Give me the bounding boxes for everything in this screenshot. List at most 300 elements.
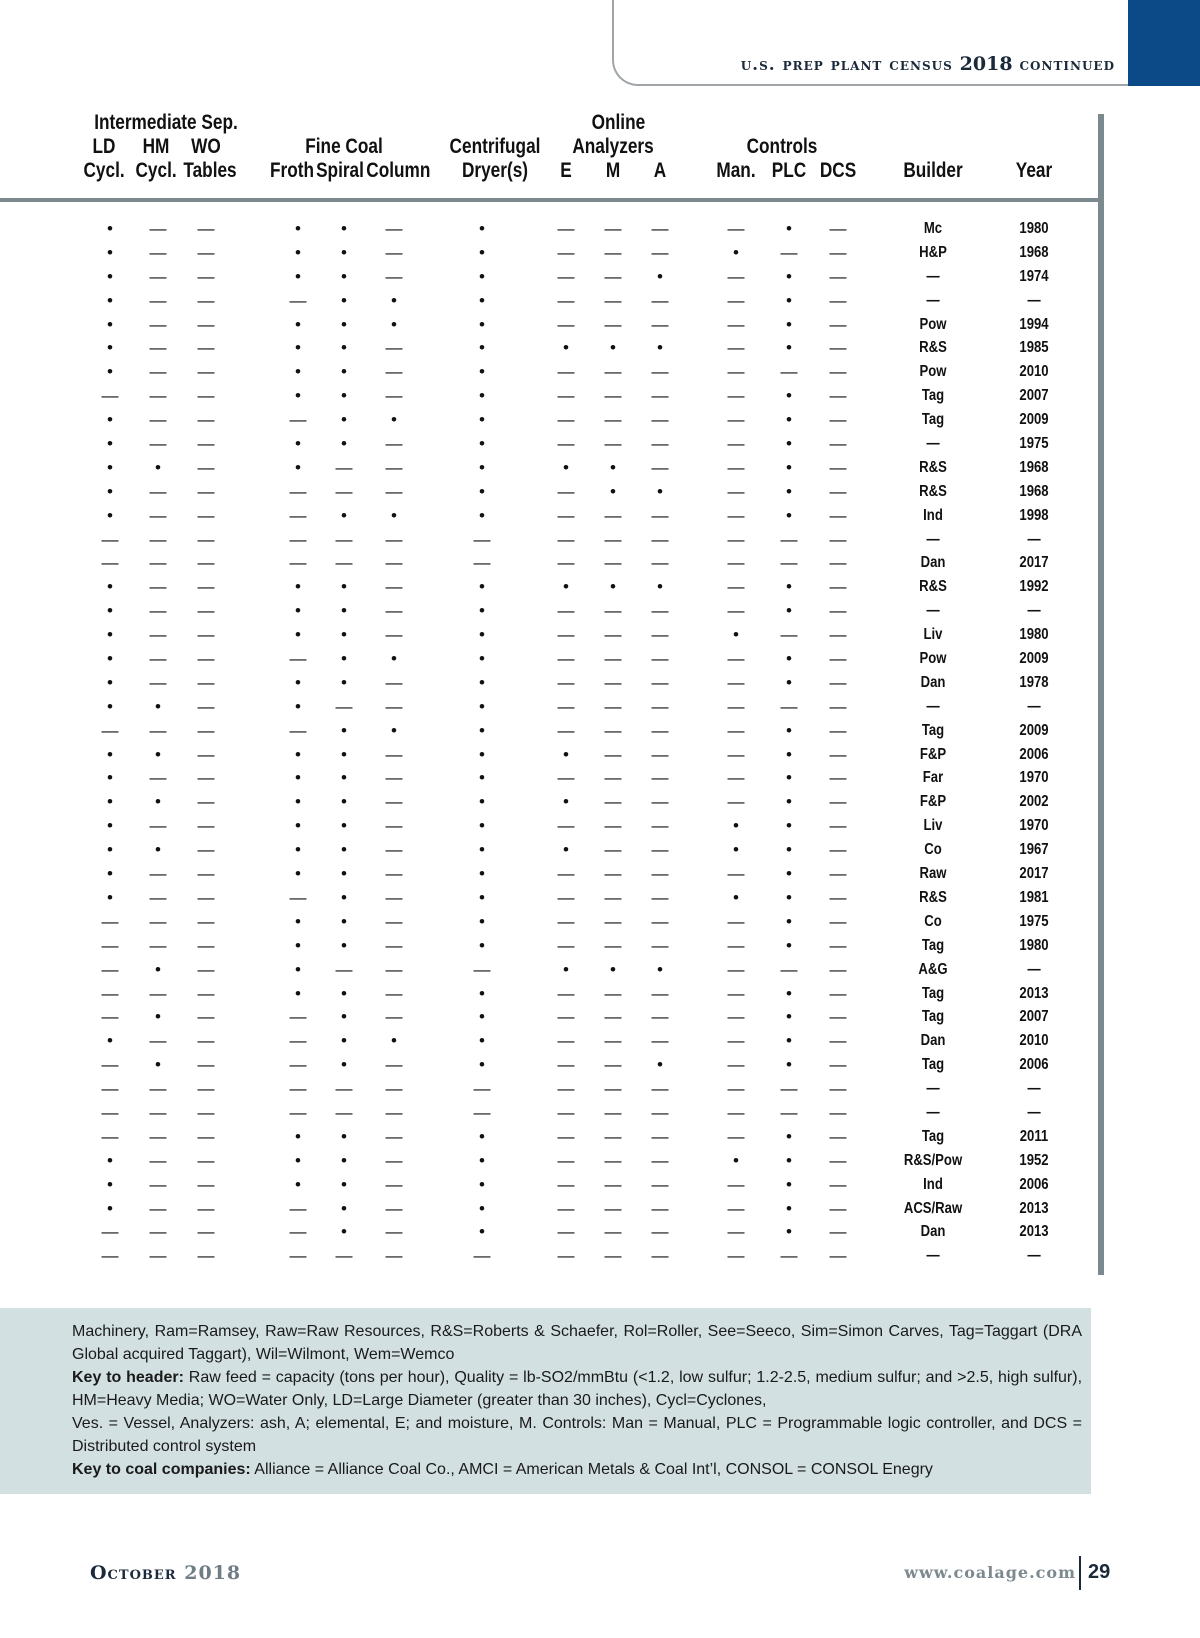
table-row <box>0 696 1100 720</box>
cell-controls-man: — <box>727 553 745 573</box>
cell-analyzer-a: — <box>651 887 669 907</box>
key-text <box>72 1320 1082 1481</box>
cell-froth: • <box>295 625 301 645</box>
cell-dryer: — <box>473 1246 491 1266</box>
cell-controls-plc: — <box>780 1102 798 1122</box>
cell-analyzer-m: — <box>604 696 622 716</box>
header-a: A <box>653 159 667 182</box>
cell-froth: — <box>289 887 307 907</box>
cell-wo-tables: — <box>197 911 215 931</box>
cell-controls-dcs: — <box>829 959 847 979</box>
cell-wo-tables: — <box>197 1222 215 1242</box>
cell-spiral: • <box>341 1222 347 1242</box>
cell-wo-tables: — <box>197 1055 215 1075</box>
corner-color-block <box>1128 0 1200 86</box>
cell-analyzer-a: — <box>651 792 669 812</box>
cell-analyzer-a: • <box>657 481 663 501</box>
cell-ld-cycl: • <box>107 410 113 430</box>
cell-dryer: • <box>479 792 485 812</box>
cell-ld-cycl: — <box>101 1079 119 1099</box>
cell-controls-dcs: — <box>829 864 847 884</box>
cell-controls-man: — <box>727 434 745 454</box>
table-row <box>0 1198 1100 1222</box>
cell-controls-man: — <box>727 481 745 501</box>
cell-ld-cycl: • <box>107 649 113 669</box>
cell-hm-cycl: — <box>149 864 167 884</box>
cell-controls-plc: — <box>780 625 798 645</box>
cell-analyzer-a: — <box>651 1126 669 1146</box>
cell-controls-dcs: — <box>829 1222 847 1242</box>
cell-builder: Tag <box>921 411 945 429</box>
cell-controls-plc: — <box>780 553 798 573</box>
cell-analyzer-a: — <box>651 1246 669 1266</box>
cell-analyzer-e: — <box>557 1007 575 1027</box>
cell-ld-cycl: — <box>101 959 119 979</box>
cell-dryer: • <box>479 1007 485 1027</box>
cell-analyzer-e: • <box>563 959 569 979</box>
cell-analyzer-a: — <box>651 1031 669 1051</box>
cell-wo-tables: — <box>197 840 215 860</box>
cell-builder: Far <box>922 769 944 787</box>
table-row <box>0 529 1100 553</box>
cell-builder: — <box>926 1103 940 1121</box>
cell-spiral: — <box>335 1246 353 1266</box>
cell-analyzer-m: — <box>604 1222 622 1242</box>
cell-hm-cycl: • <box>155 840 161 860</box>
cell-controls-dcs: — <box>829 266 847 286</box>
cell-builder: Tag <box>921 387 945 405</box>
cell-column: • <box>391 505 397 525</box>
cell-dryer: • <box>479 744 485 764</box>
cell-builder: Dan <box>920 554 946 572</box>
cell-hm-cycl: — <box>149 672 167 692</box>
cell-builder: Ind <box>923 506 943 524</box>
cell-spiral: • <box>341 505 347 525</box>
cell-spiral: • <box>341 386 347 406</box>
cell-controls-dcs: — <box>829 935 847 955</box>
cell-ld-cycl: — <box>101 1246 119 1266</box>
table-row <box>0 1102 1100 1126</box>
cell-analyzer-e: — <box>557 266 575 286</box>
cell-analyzer-m: — <box>604 1079 622 1099</box>
cell-hm-cycl: — <box>149 338 167 358</box>
cell-analyzer-a: — <box>651 864 669 884</box>
cell-froth: • <box>295 434 301 454</box>
cell-analyzer-e: — <box>557 1055 575 1075</box>
cell-hm-cycl: — <box>149 768 167 788</box>
cell-ld-cycl: • <box>107 601 113 621</box>
running-head <box>730 53 1115 75</box>
cell-dryer: • <box>479 410 485 430</box>
cell-analyzer-e: — <box>557 816 575 836</box>
cell-column: — <box>385 529 403 549</box>
header-cycl-ld: Cycl. <box>83 159 125 182</box>
cell-analyzer-a: — <box>651 1198 669 1218</box>
cell-spiral: • <box>341 792 347 812</box>
header-rule <box>0 198 1102 202</box>
header-centrifugal: Centrifugal <box>449 135 541 158</box>
cell-analyzer-e: — <box>557 1246 575 1266</box>
cell-dryer: • <box>479 649 485 669</box>
cell-controls-dcs: — <box>829 505 847 525</box>
cell-wo-tables: — <box>197 553 215 573</box>
table-row <box>0 1245 1100 1269</box>
cell-wo-tables: — <box>197 338 215 358</box>
cell-dryer: • <box>479 1126 485 1146</box>
cell-analyzer-a: • <box>657 338 663 358</box>
cell-year: 2017 <box>1019 554 1049 572</box>
cell-ld-cycl: • <box>107 577 113 597</box>
header-wo: WO <box>191 135 221 158</box>
cell-spiral: • <box>341 290 347 310</box>
cell-controls-plc: • <box>786 864 792 884</box>
cell-analyzer-m: — <box>604 672 622 692</box>
table-row <box>0 935 1100 959</box>
table-row <box>0 983 1100 1007</box>
table-row <box>0 218 1100 242</box>
cell-froth: • <box>295 840 301 860</box>
cell-froth: • <box>295 314 301 334</box>
cell-analyzer-e: — <box>557 601 575 621</box>
cell-analyzer-m: — <box>604 1246 622 1266</box>
cell-analyzer-e: — <box>557 1126 575 1146</box>
cell-ld-cycl: • <box>107 864 113 884</box>
cell-hm-cycl: — <box>149 649 167 669</box>
cell-analyzer-a: — <box>651 601 669 621</box>
cell-column: — <box>385 219 403 238</box>
footer-month: October <box>90 1562 177 1584</box>
cell-hm-cycl: — <box>149 911 167 931</box>
cell-analyzer-a: — <box>651 290 669 310</box>
cell-froth: • <box>295 362 301 382</box>
cell-froth: — <box>289 1198 307 1218</box>
cell-wo-tables: — <box>197 529 215 549</box>
cell-dryer: • <box>479 434 485 454</box>
cell-analyzer-e: — <box>557 242 575 262</box>
cell-dryer: • <box>479 935 485 955</box>
cell-analyzer-a: — <box>651 768 669 788</box>
footer-divider <box>1079 1556 1081 1590</box>
cell-controls-plc: • <box>786 840 792 860</box>
cell-analyzer-a: — <box>651 1150 669 1170</box>
cell-controls-man: • <box>733 816 739 836</box>
cell-dryer: • <box>479 672 485 692</box>
cell-analyzer-m: — <box>604 386 622 406</box>
table-row <box>0 863 1100 887</box>
cell-ld-cycl: • <box>107 1198 113 1218</box>
cell-controls-dcs: — <box>829 1079 847 1099</box>
cell-controls-man: — <box>727 649 745 669</box>
cell-year: 1967 <box>1019 841 1049 859</box>
cell-builder: R&S <box>919 578 947 596</box>
cell-analyzer-e: — <box>557 720 575 740</box>
cell-controls-plc: • <box>786 768 792 788</box>
key-coal-label: Key to coal companies: <box>72 1461 251 1478</box>
cell-column: — <box>385 434 403 454</box>
cell-dryer: — <box>473 529 491 549</box>
cell-hm-cycl: — <box>149 242 167 262</box>
cell-analyzer-e: — <box>557 290 575 310</box>
cell-wo-tables: — <box>197 720 215 740</box>
table-row <box>0 361 1100 385</box>
cell-wo-tables: — <box>197 505 215 525</box>
header-hm: HM <box>142 135 170 158</box>
cell-hm-cycl: — <box>149 816 167 836</box>
cell-dryer: • <box>479 864 485 884</box>
cell-spiral: — <box>335 457 353 477</box>
cell-analyzer-m: — <box>604 505 622 525</box>
cell-analyzer-e: • <box>563 792 569 812</box>
cell-hm-cycl: — <box>149 290 167 310</box>
cell-column: — <box>385 696 403 716</box>
cell-wo-tables: — <box>197 266 215 286</box>
cell-controls-plc: • <box>786 983 792 1003</box>
cell-hm-cycl: — <box>149 410 167 430</box>
header-cycl-hm: Cycl. <box>135 159 177 182</box>
cell-spiral: • <box>341 887 347 907</box>
cell-controls-man: — <box>727 314 745 334</box>
cell-analyzer-a: — <box>651 410 669 430</box>
cell-hm-cycl: — <box>149 219 167 238</box>
key-analyzers: Ves. = Vessel, Analyzers: ash, A; elemental, E; and moisture, M. Controls: Man = Manual, PLC = Programmable logic controller, and DCS = Distributed control system <box>72 1415 1082 1455</box>
cell-controls-dcs: — <box>829 242 847 262</box>
cell-analyzer-e: — <box>557 1031 575 1051</box>
cell-controls-plc: • <box>786 672 792 692</box>
cell-froth: • <box>295 816 301 836</box>
cell-column: — <box>385 577 403 597</box>
cell-analyzer-e: • <box>563 457 569 477</box>
cell-builder: Dan <box>920 1032 946 1050</box>
cell-analyzer-e: — <box>557 314 575 334</box>
cell-controls-dcs: — <box>829 911 847 931</box>
cell-year: 2009 <box>1019 411 1049 429</box>
cell-wo-tables: — <box>197 864 215 884</box>
cell-column: • <box>391 649 397 669</box>
cell-dryer: • <box>479 457 485 477</box>
cell-column: — <box>385 242 403 262</box>
cell-ld-cycl: • <box>107 672 113 692</box>
key-header-paragraph <box>72 1366 1082 1412</box>
cell-year: 1975 <box>1019 912 1049 930</box>
cell-analyzer-a: • <box>657 577 663 597</box>
cell-controls-man: — <box>727 505 745 525</box>
cell-column: — <box>385 792 403 812</box>
cell-controls-man: — <box>727 1198 745 1218</box>
cell-controls-dcs: — <box>829 768 847 788</box>
cell-builder: Ind <box>923 1175 943 1193</box>
cell-dryer: • <box>479 266 485 286</box>
cell-hm-cycl: • <box>155 744 161 764</box>
table-row <box>0 337 1100 361</box>
cell-spiral: • <box>341 983 347 1003</box>
cell-ld-cycl: • <box>107 338 113 358</box>
cell-analyzer-m: — <box>604 983 622 1003</box>
cell-builder: A&G <box>918 960 948 978</box>
cell-controls-plc: • <box>786 481 792 501</box>
cell-year: 1978 <box>1019 673 1049 691</box>
cell-ld-cycl: • <box>107 1031 113 1051</box>
cell-year: 1968 <box>1019 458 1049 476</box>
cell-year: 1968 <box>1019 243 1049 261</box>
cell-column: • <box>391 290 397 310</box>
cell-builder: — <box>926 1247 940 1265</box>
table-row <box>0 1221 1100 1245</box>
cell-hm-cycl: — <box>149 1031 167 1051</box>
cell-year: 2010 <box>1019 1032 1049 1050</box>
cell-controls-man: — <box>727 362 745 382</box>
cell-builder: R&S <box>919 482 947 500</box>
header-spiral: Spiral <box>316 159 364 182</box>
cell-ld-cycl: • <box>107 840 113 860</box>
table-row <box>0 720 1100 744</box>
cell-wo-tables: — <box>197 410 215 430</box>
cell-wo-tables: — <box>197 1007 215 1027</box>
cell-builder: R&S <box>919 888 947 906</box>
cell-froth: • <box>295 1150 301 1170</box>
cell-ld-cycl: — <box>101 911 119 931</box>
cell-builder: Liv <box>923 817 943 835</box>
cell-analyzer-a: — <box>651 457 669 477</box>
cell-controls-dcs: — <box>829 338 847 358</box>
cell-hm-cycl: — <box>149 601 167 621</box>
cell-wo-tables: — <box>197 457 215 477</box>
cell-controls-dcs: — <box>829 1246 847 1266</box>
cell-ld-cycl: • <box>107 481 113 501</box>
cell-analyzer-a: • <box>657 1055 663 1075</box>
cell-spiral: — <box>335 481 353 501</box>
cell-year: 1980 <box>1019 626 1049 644</box>
cell-analyzer-a: — <box>651 696 669 716</box>
cell-column: — <box>385 744 403 764</box>
table-row <box>0 959 1100 983</box>
cell-dryer: — <box>473 1079 491 1099</box>
table-row <box>0 624 1100 648</box>
cell-year: 2009 <box>1019 650 1049 668</box>
cell-analyzer-a: • <box>657 959 663 979</box>
cell-hm-cycl: — <box>149 1126 167 1146</box>
cell-year: 1968 <box>1019 482 1049 500</box>
cell-controls-man: — <box>727 792 745 812</box>
cell-column: — <box>385 911 403 931</box>
cell-spiral: • <box>341 935 347 955</box>
cell-ld-cycl: — <box>101 1102 119 1122</box>
cell-wo-tables: — <box>197 386 215 406</box>
cell-controls-man: — <box>727 1079 745 1099</box>
cell-ld-cycl: • <box>107 362 113 382</box>
table-row <box>0 887 1100 911</box>
cell-spiral: • <box>341 864 347 884</box>
cell-analyzer-a: — <box>651 219 669 238</box>
cell-controls-man: — <box>727 529 745 549</box>
cell-controls-dcs: — <box>829 672 847 692</box>
cell-column: — <box>385 983 403 1003</box>
table-row <box>0 815 1100 839</box>
cell-year: 2006 <box>1019 745 1049 763</box>
cell-dryer: • <box>479 768 485 788</box>
cell-analyzer-m: — <box>604 266 622 286</box>
cell-controls-plc: • <box>786 434 792 454</box>
cell-controls-man: — <box>727 1126 745 1146</box>
cell-controls-man: — <box>727 720 745 740</box>
cell-controls-man: — <box>727 1246 745 1266</box>
cell-spiral: • <box>341 1198 347 1218</box>
cell-analyzer-m: — <box>604 1126 622 1146</box>
cell-analyzer-m: — <box>604 1198 622 1218</box>
cell-controls-man: — <box>727 768 745 788</box>
cell-hm-cycl: — <box>149 481 167 501</box>
cell-controls-man: — <box>727 601 745 621</box>
cell-controls-man: — <box>727 1102 745 1122</box>
cell-builder: F&P <box>919 745 947 763</box>
table-row <box>0 409 1100 433</box>
cell-builder: Tag <box>921 1008 945 1026</box>
cell-analyzer-m: — <box>604 601 622 621</box>
cell-hm-cycl: • <box>155 792 161 812</box>
cell-hm-cycl: — <box>149 1079 167 1099</box>
running-head-suffix: continued <box>1019 55 1115 75</box>
cell-controls-dcs: — <box>829 1150 847 1170</box>
cell-analyzer-a: — <box>651 816 669 836</box>
cell-column: — <box>385 1222 403 1242</box>
key-coal-paragraph <box>72 1458 1082 1481</box>
cell-controls-dcs: — <box>829 720 847 740</box>
cell-dryer: • <box>479 1198 485 1218</box>
footer-date <box>90 1562 241 1584</box>
cell-controls-man: — <box>727 386 745 406</box>
cell-spiral: — <box>335 1102 353 1122</box>
cell-column: — <box>385 1079 403 1099</box>
cell-controls-dcs: — <box>829 1174 847 1194</box>
cell-ld-cycl: • <box>107 792 113 812</box>
cell-froth: — <box>289 1222 307 1242</box>
cell-controls-man: • <box>733 242 739 262</box>
cell-wo-tables: — <box>197 242 215 262</box>
cell-analyzer-m: — <box>604 1055 622 1075</box>
cell-analyzer-m: • <box>610 338 616 358</box>
cell-controls-man: • <box>733 625 739 645</box>
footer-year: 2018 <box>184 1562 242 1584</box>
cell-froth: — <box>289 481 307 501</box>
cell-hm-cycl: • <box>155 1055 161 1075</box>
cell-dryer: • <box>479 505 485 525</box>
cell-controls-dcs: — <box>829 386 847 406</box>
cell-dryer: • <box>479 219 485 238</box>
cell-controls-man: — <box>727 983 745 1003</box>
cell-controls-dcs: — <box>829 816 847 836</box>
cell-hm-cycl: — <box>149 362 167 382</box>
cell-controls-dcs: — <box>829 529 847 549</box>
cell-analyzer-m: — <box>604 1007 622 1027</box>
cell-dryer: • <box>479 314 485 334</box>
cell-analyzer-a: — <box>651 672 669 692</box>
cell-controls-plc: • <box>786 505 792 525</box>
cell-year: 1970 <box>1019 817 1049 835</box>
cell-analyzer-a: — <box>651 1007 669 1027</box>
cell-ld-cycl: • <box>107 505 113 525</box>
cell-year: 2013 <box>1019 1223 1049 1241</box>
cell-analyzer-e: — <box>557 410 575 430</box>
cell-dryer: • <box>479 290 485 310</box>
header-year: Year <box>1015 159 1053 182</box>
footer-url[interactable]: www.coalage.com <box>904 1563 1076 1582</box>
cell-analyzer-e: • <box>563 840 569 860</box>
cell-hm-cycl: — <box>149 434 167 454</box>
cell-froth: • <box>295 1174 301 1194</box>
cell-spiral: • <box>341 266 347 286</box>
cell-controls-dcs: — <box>829 553 847 573</box>
cell-froth: • <box>295 983 301 1003</box>
running-head-prefix: u.s. prep plant census <box>740 55 953 75</box>
